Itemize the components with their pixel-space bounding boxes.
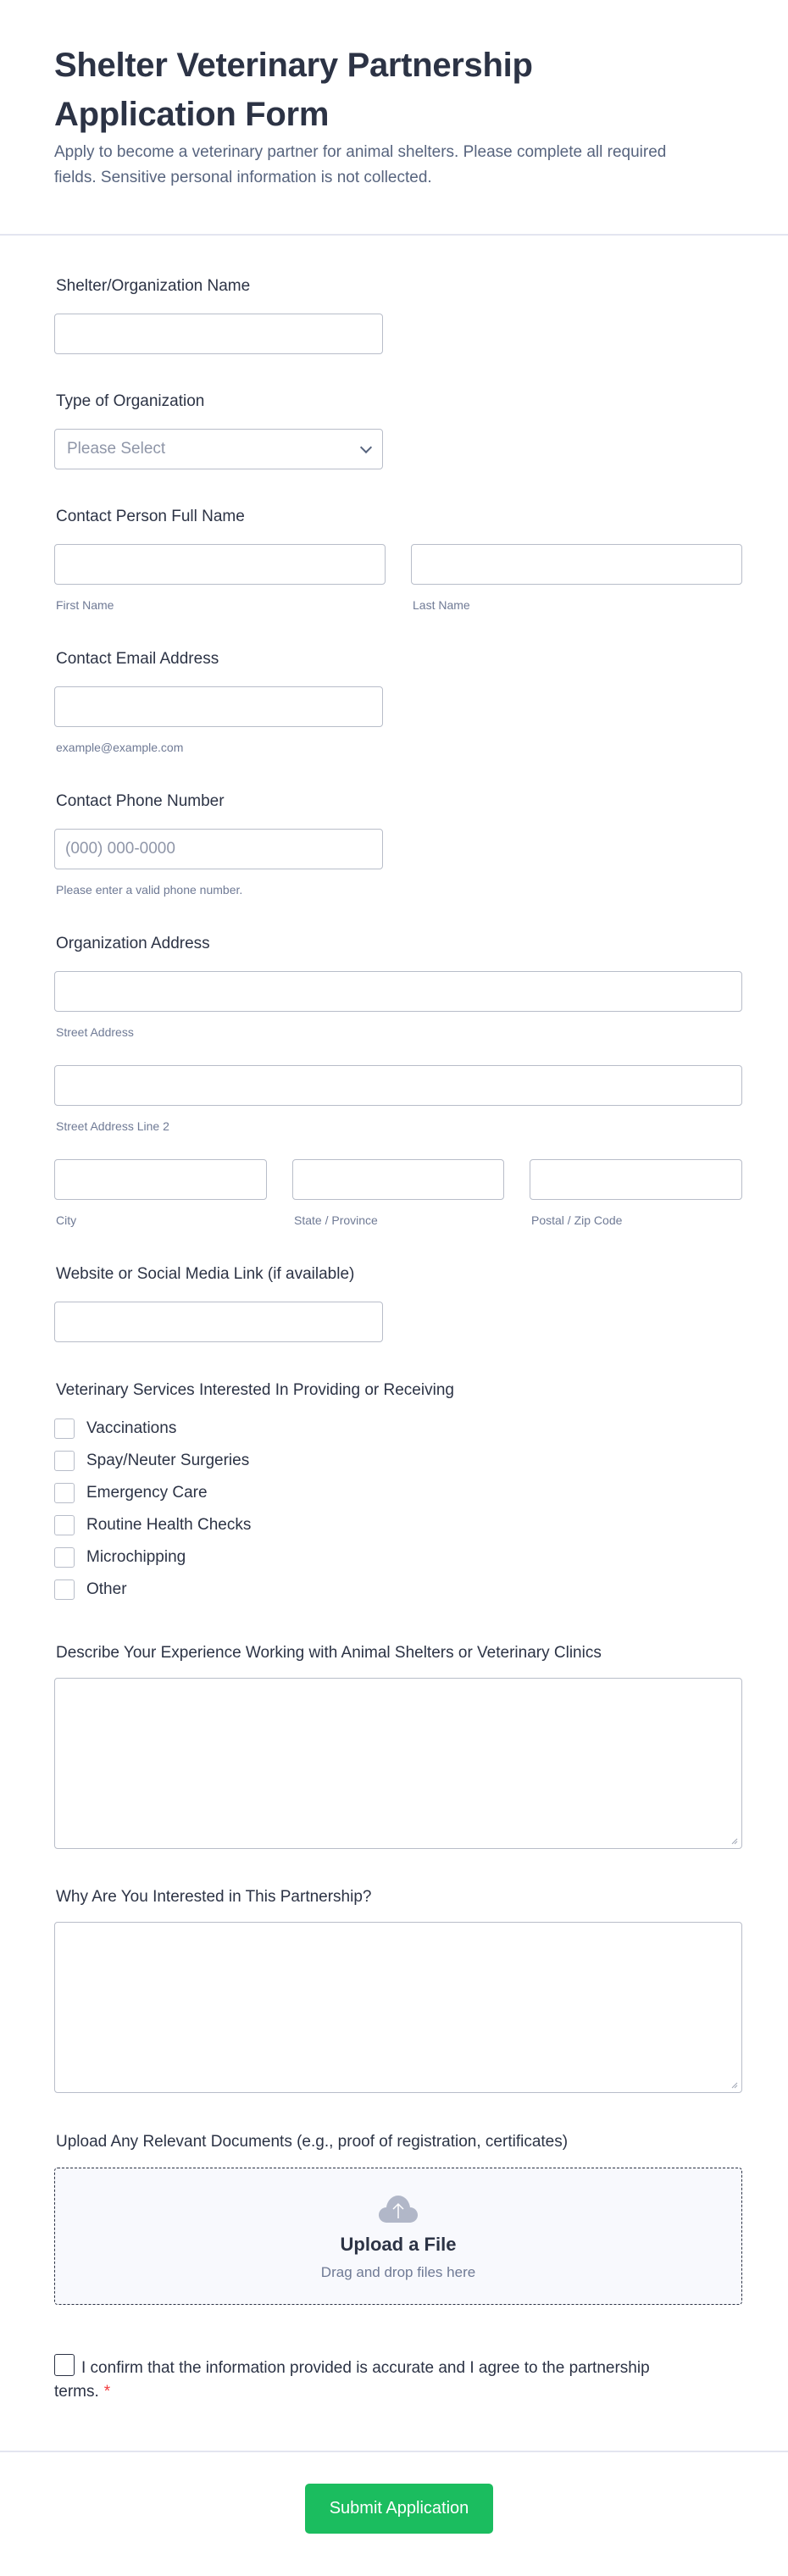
required-mark: * xyxy=(103,2383,111,2401)
submit-application-button[interactable]: Submit Application xyxy=(305,2484,493,2534)
zip-input[interactable] xyxy=(530,1159,742,1200)
phone-label: Contact Phone Number xyxy=(56,792,225,810)
service-option-emergency-care[interactable]: Emergency Care xyxy=(54,1482,208,1504)
interest-textarea[interactable] xyxy=(54,1922,742,2093)
website-label: Website or Social Media Link (if available) xyxy=(56,1265,355,1283)
email-label: Contact Email Address xyxy=(56,650,219,668)
page-description: Apply to become a veterinary partner for animal shelters. Please complete all required fields. Sensitive personal information is not collected. xyxy=(54,143,667,186)
city-sublabel: City xyxy=(56,1213,77,1227)
phone-input[interactable] xyxy=(54,829,383,869)
first-name-sublabel: First Name xyxy=(56,598,114,612)
phone-sublabel: Please enter a valid phone number. xyxy=(56,883,243,897)
org-type-label: Type of Organization xyxy=(56,392,205,410)
last-name-input[interactable] xyxy=(411,544,742,585)
last-name-sublabel: Last Name xyxy=(413,598,470,612)
org-name-label: Shelter/Organization Name xyxy=(56,277,251,295)
services-label: Veterinary Services Interested In Providing or Receiving xyxy=(56,1381,454,1399)
cloud-upload-icon xyxy=(377,2192,419,2226)
upload-title: Upload a File xyxy=(340,2234,457,2255)
interest-label: Why Are You Interested in This Partnership? xyxy=(56,1888,372,1906)
org-type-select[interactable] xyxy=(54,429,383,469)
confirm-text: I confirm that the information provided is accurate and I agree to the partnership terms. xyxy=(54,2359,650,2401)
service-option-spay-neuter[interactable]: Spay/Neuter Surgeries xyxy=(54,1450,249,1472)
checkbox[interactable] xyxy=(54,1547,75,1568)
address-label: Organization Address xyxy=(56,935,210,952)
website-input[interactable] xyxy=(54,1302,383,1342)
email-sublabel: example@example.com xyxy=(56,741,184,754)
state-input[interactable] xyxy=(292,1159,504,1200)
upload-subtitle: Drag and drop files here xyxy=(320,2264,476,2280)
resize-handle-icon[interactable] xyxy=(730,1836,738,1845)
contact-name-label: Contact Person Full Name xyxy=(56,508,245,525)
street-address-sublabel: Street Address xyxy=(56,1025,134,1039)
checkbox[interactable] xyxy=(54,1515,75,1535)
service-option-microchipping[interactable]: Microchipping xyxy=(54,1546,186,1568)
checkbox[interactable] xyxy=(54,1483,75,1503)
state-sublabel: State / Province xyxy=(294,1213,378,1227)
page-title: Shelter Veterinary Partnership Application Form xyxy=(54,47,533,133)
service-option-other[interactable]: Other xyxy=(54,1579,127,1601)
street-address-input[interactable] xyxy=(54,971,742,1012)
service-option-vaccinations[interactable]: Vaccinations xyxy=(54,1418,176,1440)
first-name-input[interactable] xyxy=(54,544,386,585)
upload-label: Upload Any Relevant Documents (e.g., proof of registration, certificates) xyxy=(56,2133,569,2151)
checkbox[interactable] xyxy=(54,1451,75,1471)
chevron-down-icon xyxy=(360,441,372,452)
org-name-input[interactable] xyxy=(54,314,383,354)
service-option-routine-health-checks[interactable]: Routine Health Checks xyxy=(54,1514,251,1536)
street-address-line2-sublabel: Street Address Line 2 xyxy=(56,1119,169,1133)
header-divider xyxy=(0,234,788,236)
file-upload-dropzone[interactable] xyxy=(54,2168,742,2305)
confirm-terms xyxy=(54,2354,681,2404)
checkbox[interactable] xyxy=(54,1579,75,1600)
org-type-selected: Please Select xyxy=(67,440,166,458)
checkbox[interactable] xyxy=(54,1418,75,1439)
zip-sublabel: Postal / Zip Code xyxy=(531,1213,623,1227)
experience-label: Describe Your Experience Working with Animal Shelters or Veterinary Clinics xyxy=(56,1644,602,1662)
resize-handle-icon[interactable] xyxy=(730,2080,738,2089)
experience-textarea[interactable] xyxy=(54,1678,742,1849)
footer-divider xyxy=(0,2451,788,2452)
street-address-line2-input[interactable] xyxy=(54,1065,742,1106)
confirm-checkbox[interactable] xyxy=(54,2354,75,2376)
city-input[interactable] xyxy=(54,1159,267,1200)
email-input[interactable] xyxy=(54,686,383,727)
